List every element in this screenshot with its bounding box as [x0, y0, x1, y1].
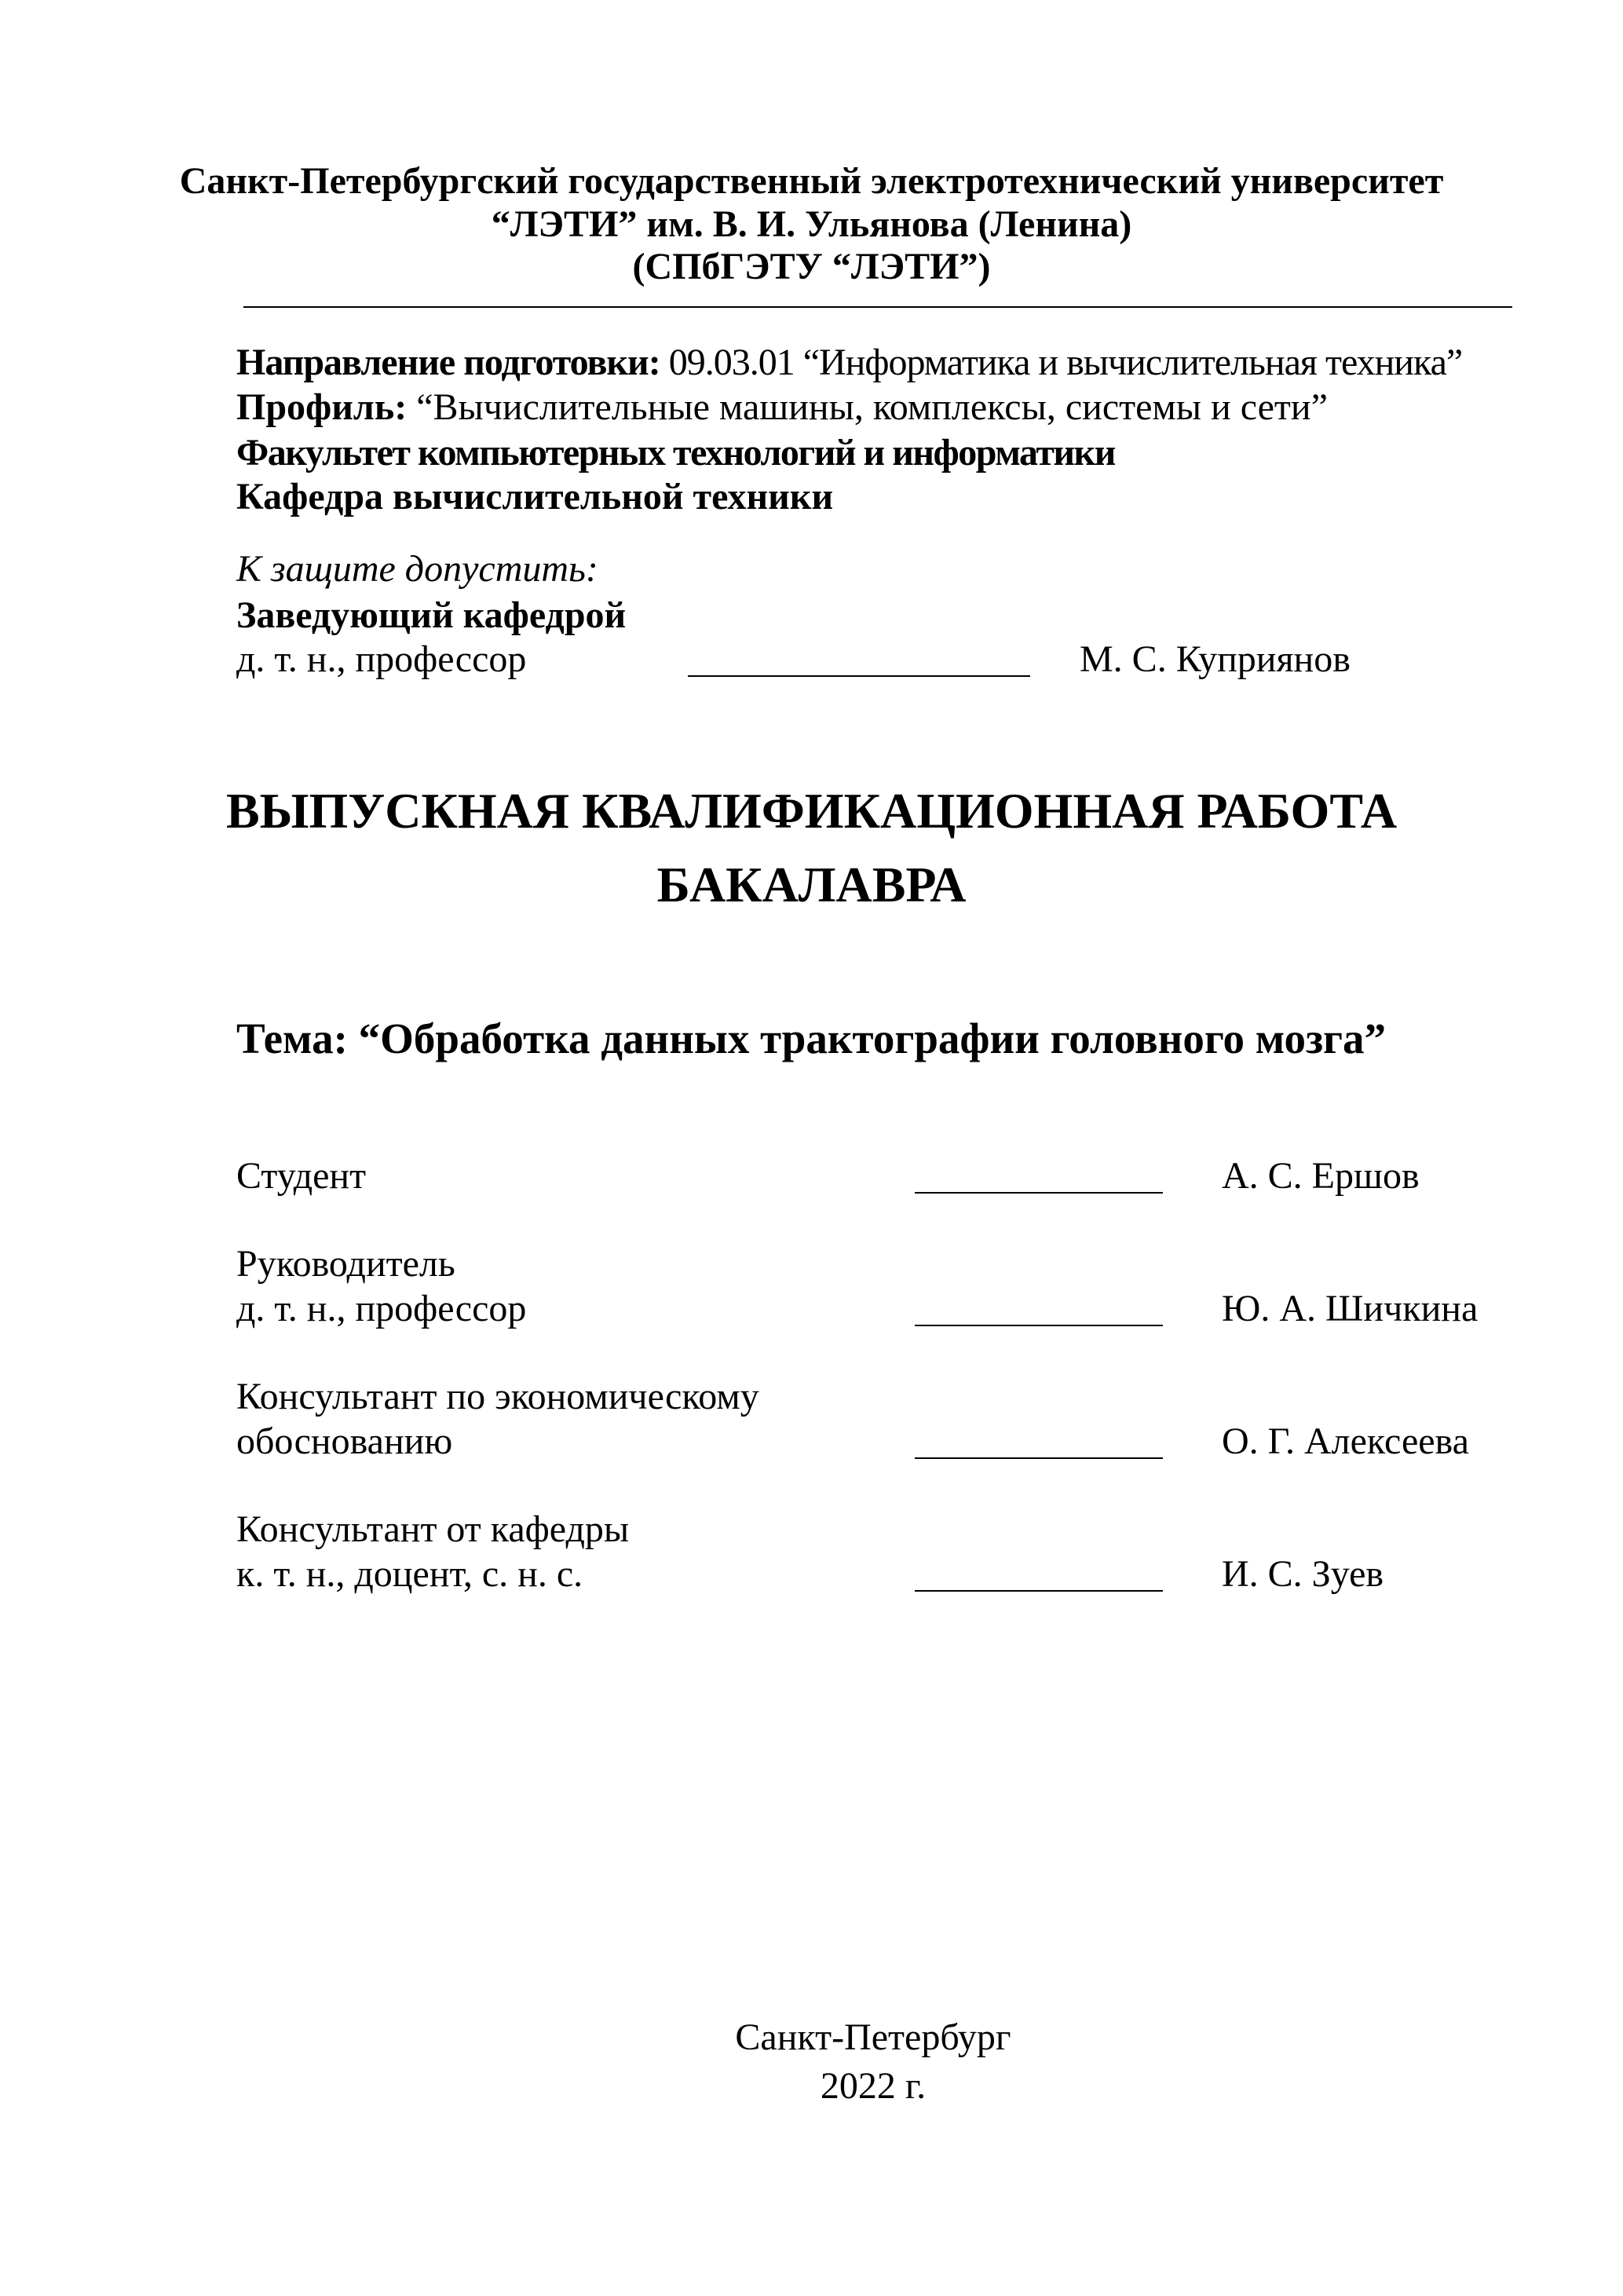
signatory-title: д. т. н., профессор [236, 1288, 527, 1329]
signature-line [915, 1325, 1163, 1326]
signatory-role: Консультант от кафедры [236, 1508, 630, 1550]
footer-city: Санкт-Петербург [735, 2016, 1011, 2058]
signatory-title: к. т. н., доцент, с. н. с. [236, 1553, 583, 1595]
department: Кафедра вычислительной техники [236, 476, 834, 517]
direction-value: 09.03.01 “Информатика и вычислительная техника” [660, 342, 1463, 383]
topic: Тема: “Обработка данных трактографии головного мозга” [236, 1015, 1387, 1062]
university-name: Санкт-Петербургский государственный электротехнический университет [179, 160, 1444, 202]
profile-value: “Вычислительные машины, комплексы, системы и сети” [407, 386, 1328, 428]
signatory-title: обоснованию [236, 1420, 453, 1462]
approval-role: Заведующий кафедрой [236, 594, 627, 636]
signatory-name: О. Г. Алексеева [1222, 1420, 1469, 1462]
profile-label: Профиль: [236, 386, 408, 428]
faculty: Факультет компьютерных технологий и информатики [236, 432, 1115, 473]
signature-line [915, 1192, 1163, 1194]
direction-label: Направление подготовки: [236, 342, 660, 383]
university-abbreviation: (СПбГЭТУ “ЛЭТИ”) [632, 246, 991, 287]
signature-line [688, 675, 1030, 677]
direction-line [236, 341, 1462, 385]
signatory-role: Консультант по экономическому [236, 1376, 759, 1417]
signatory-name: А. С. Ершов [1222, 1155, 1420, 1197]
approval-degree: д. т. н., профессор [236, 638, 527, 680]
signatory-name: И. С. Зуев [1222, 1553, 1384, 1595]
header-divider [243, 306, 1512, 308]
university-name-line2: “ЛЭТИ” им. В. И. Ульянова (Ленина) [491, 203, 1132, 245]
signatory-role: Студент [236, 1155, 367, 1197]
signatory-name: Ю. А. Шичкина [1222, 1288, 1479, 1329]
title-line1: ВЫПУСКНАЯ КВАЛИФИКАЦИОННАЯ РАБОТА [225, 783, 1398, 839]
title-line2: БАКАЛАВРА [656, 857, 967, 912]
signatory-role: Руководитель [236, 1243, 455, 1285]
signature-line [915, 1457, 1163, 1459]
signature-line [915, 1590, 1163, 1592]
footer-year: 2022 г. [820, 2065, 927, 2107]
approval-caption: К защите допустить: [236, 548, 598, 590]
approval-name: М. С. Куприянов [1080, 638, 1351, 680]
profile-line [236, 386, 1328, 430]
